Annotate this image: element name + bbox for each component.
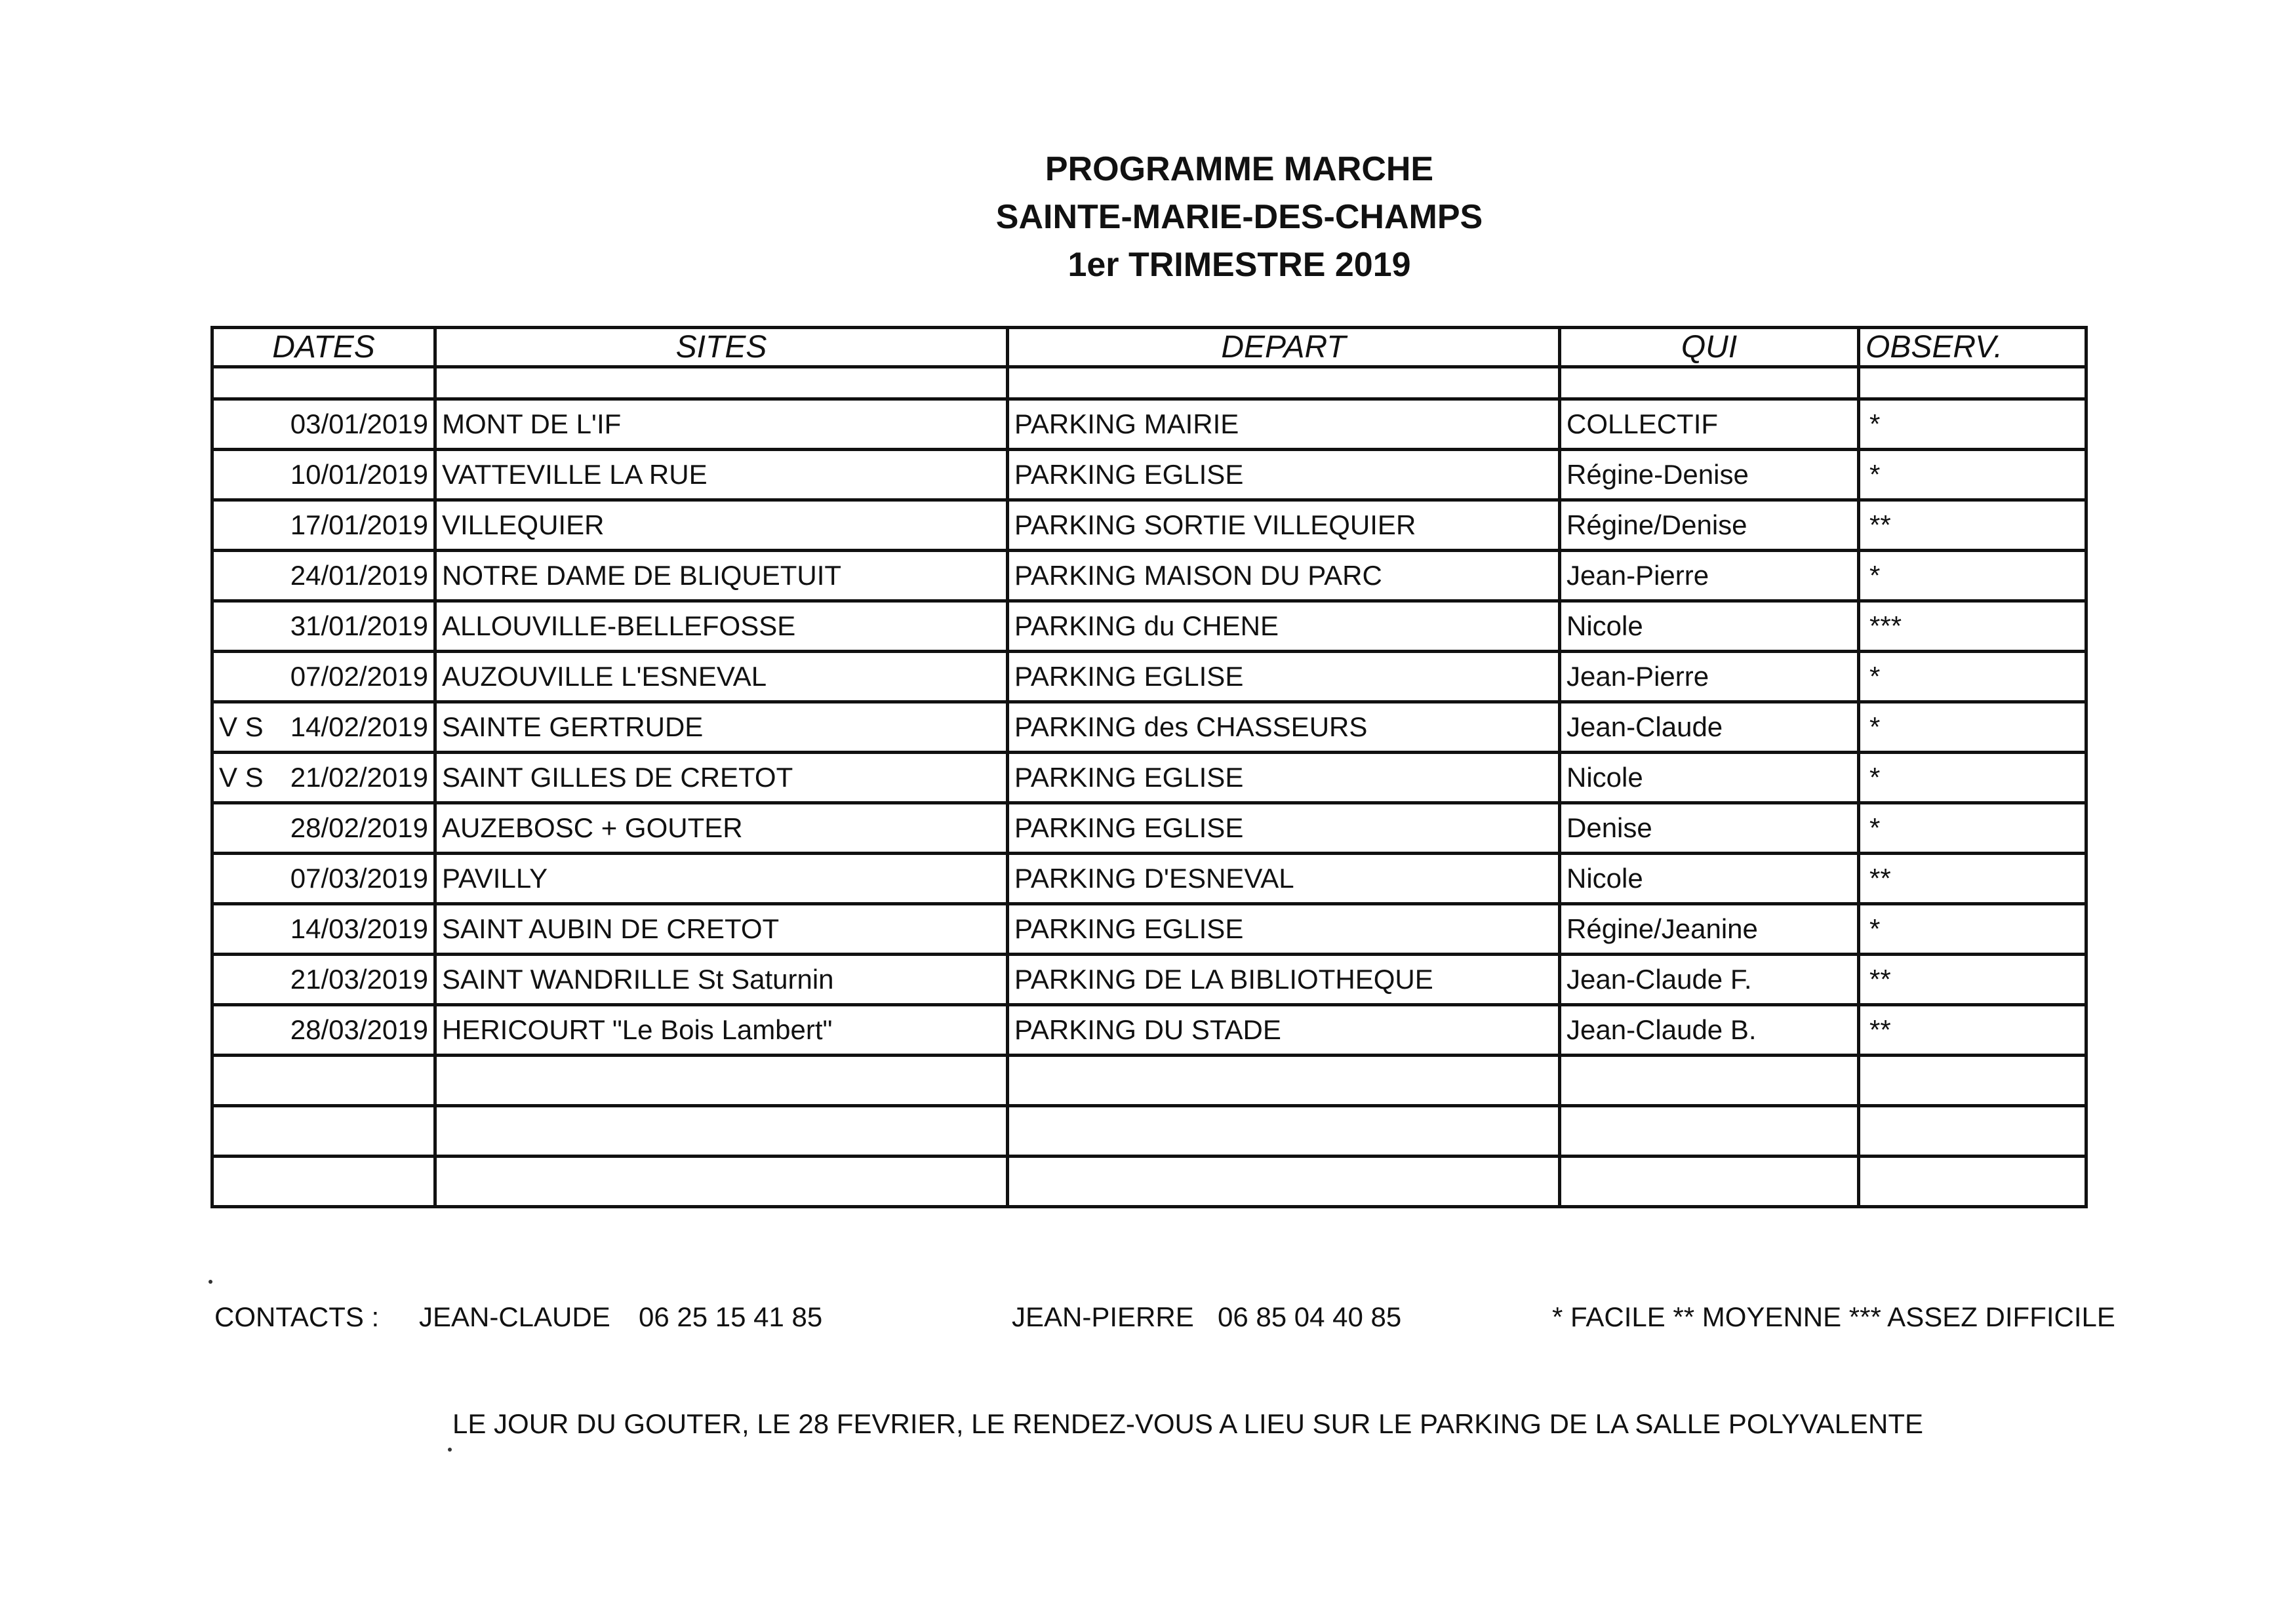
contact-1-phone: 06 25 15 41 85 [639, 1301, 823, 1332]
depart-cell: PARKING EGLISE [1008, 450, 1560, 500]
date-value: 07/02/2019 [290, 661, 428, 692]
observ-cell: * [1859, 803, 2086, 854]
empty-row [212, 1157, 2086, 1207]
depart-cell: PARKING SORTIE VILLEQUIER [1008, 500, 1560, 551]
qui-cell: Nicole [1560, 854, 1859, 904]
header-qui: QUI [1560, 328, 1859, 367]
depart-cell: PARKING DE LA BIBLIOTHEQUE [1008, 955, 1560, 1005]
site-cell: SAINT GILLES DE CRETOT [435, 753, 1008, 803]
contacts-label: CONTACTS : [214, 1301, 380, 1332]
depart-cell: PARKING EGLISE [1008, 753, 1560, 803]
observ-cell: ** [1859, 955, 2086, 1005]
date-cell [212, 399, 435, 450]
title-line-3: 1er TRIMESTRE 2019 [1068, 246, 1411, 284]
observ-cell: * [1859, 551, 2086, 601]
table-row [212, 652, 2086, 702]
date-value: 28/03/2019 [290, 1014, 428, 1045]
table-row [212, 854, 2086, 904]
date-cell [212, 955, 435, 1005]
site-cell: HERICOURT "Le Bois Lambert" [435, 1005, 1008, 1056]
date-value: 07/03/2019 [290, 863, 428, 894]
header-observ: OBSERV. [1859, 328, 2086, 367]
table-row [212, 803, 2086, 854]
empty-row [212, 367, 2086, 399]
table-row [212, 702, 2086, 753]
observ-cell: ** [1859, 1005, 2086, 1056]
date-value: 14/03/2019 [290, 913, 428, 944]
site-cell: MONT DE L'IF [435, 399, 1008, 450]
date-cell [212, 1005, 435, 1056]
site-cell: SAINT WANDRILLE St Saturnin [435, 955, 1008, 1005]
walk-schedule-table [210, 326, 2088, 1208]
site-cell: AUZOUVILLE L'ESNEVAL [435, 652, 1008, 702]
contact-1-name: JEAN-CLAUDE [419, 1301, 610, 1332]
scan-speck [209, 1280, 212, 1284]
table-row [212, 399, 2086, 450]
site-cell: VILLEQUIER [435, 500, 1008, 551]
qui-cell: Denise [1560, 803, 1859, 854]
observ-cell: *** [1859, 601, 2086, 652]
table-header-row [212, 328, 2086, 367]
depart-cell: PARKING DU STADE [1008, 1005, 1560, 1056]
table-row [212, 753, 2086, 803]
contacts-line [214, 1301, 2182, 1341]
depart-cell: PARKING EGLISE [1008, 652, 1560, 702]
qui-cell: Régine/Denise [1560, 500, 1859, 551]
qui-cell: COLLECTIF [1560, 399, 1859, 450]
qui-cell: Jean-Claude F. [1560, 955, 1859, 1005]
contact-2-name: JEAN-PIERRE [1012, 1301, 1194, 1332]
depart-cell: PARKING EGLISE [1008, 803, 1560, 854]
date-cell [212, 450, 435, 500]
table-row [212, 904, 2086, 955]
date-value: 21/02/2019 [290, 762, 428, 793]
qui-cell: Nicole [1560, 601, 1859, 652]
depart-cell: PARKING MAIRIE [1008, 399, 1560, 450]
site-cell: ALLOUVILLE-BELLEFOSSE [435, 601, 1008, 652]
title-line-2: SAINTE-MARIE-DES-CHAMPS [995, 198, 1483, 236]
table-row [212, 500, 2086, 551]
table-row [212, 1005, 2086, 1056]
date-cell [212, 803, 435, 854]
empty-row [212, 1056, 2086, 1106]
date-cell [212, 904, 435, 955]
date-prefix: V S [219, 711, 264, 742]
date-value: 28/02/2019 [290, 812, 428, 843]
observ-cell: * [1859, 702, 2086, 753]
site-cell: NOTRE DAME DE BLIQUETUIT [435, 551, 1008, 601]
date-cell [212, 702, 435, 753]
date-value: 17/01/2019 [290, 509, 428, 540]
site-cell: AUZEBOSC + GOUTER [435, 803, 1008, 854]
table-row [212, 955, 2086, 1005]
observ-cell: * [1859, 904, 2086, 955]
header-dates: DATES [212, 328, 435, 367]
site-cell: SAINTE GERTRUDE [435, 702, 1008, 753]
date-value: 24/01/2019 [290, 560, 428, 591]
site-cell: SAINT AUBIN DE CRETOT [435, 904, 1008, 955]
title-line-1: PROGRAMME MARCHE [1045, 150, 1434, 188]
table-row [212, 551, 2086, 601]
depart-cell: PARKING des CHASSEURS [1008, 702, 1560, 753]
date-value: 03/01/2019 [290, 408, 428, 439]
date-value: 21/03/2019 [290, 964, 428, 995]
scan-speck [448, 1448, 452, 1452]
depart-cell: PARKING du CHENE [1008, 601, 1560, 652]
observ-cell: * [1859, 399, 2086, 450]
depart-cell: PARKING MAISON DU PARC [1008, 551, 1560, 601]
document-title [0, 146, 2295, 289]
date-prefix: V S [219, 762, 264, 793]
table-row [212, 601, 2086, 652]
schedule-body [212, 399, 2086, 1056]
contact-2-phone: 06 85 04 40 85 [1218, 1301, 1402, 1332]
date-cell [212, 652, 435, 702]
qui-cell: Jean-Pierre [1560, 551, 1859, 601]
date-cell [212, 601, 435, 652]
qui-cell: Jean-Claude [1560, 702, 1859, 753]
site-cell: VATTEVILLE LA RUE [435, 450, 1008, 500]
qui-cell: Jean-Pierre [1560, 652, 1859, 702]
site-cell: PAVILLY [435, 854, 1008, 904]
observ-cell: * [1859, 450, 2086, 500]
date-value: 31/01/2019 [290, 610, 428, 641]
qui-cell: Jean-Claude B. [1560, 1005, 1859, 1056]
header-depart: DEPART [1008, 328, 1560, 367]
qui-cell: Régine-Denise [1560, 450, 1859, 500]
difficulty-legend: * FACILE ** MOYENNE *** ASSEZ DIFFICILE [1552, 1301, 2115, 1332]
qui-cell: Régine/Jeanine [1560, 904, 1859, 955]
depart-cell: PARKING D'ESNEVAL [1008, 854, 1560, 904]
date-cell [212, 551, 435, 601]
observ-cell: * [1859, 753, 2086, 803]
observ-cell: ** [1859, 500, 2086, 551]
empty-row [212, 1106, 2086, 1157]
gouter-note: LE JOUR DU GOUTER, LE 28 FEVRIER, LE RENDEZ-VOUS A LIEU SUR LE PARKING DE LA SALLE POLYVALENTE [452, 1408, 1924, 1439]
observ-cell: * [1859, 652, 2086, 702]
date-cell [212, 854, 435, 904]
date-cell [212, 753, 435, 803]
date-cell [212, 500, 435, 551]
qui-cell: Nicole [1560, 753, 1859, 803]
date-value: 10/01/2019 [290, 459, 428, 490]
date-value: 14/02/2019 [290, 711, 428, 742]
header-sites: SITES [435, 328, 1008, 367]
observ-cell: ** [1859, 854, 2086, 904]
depart-cell: PARKING EGLISE [1008, 904, 1560, 955]
table-row [212, 450, 2086, 500]
